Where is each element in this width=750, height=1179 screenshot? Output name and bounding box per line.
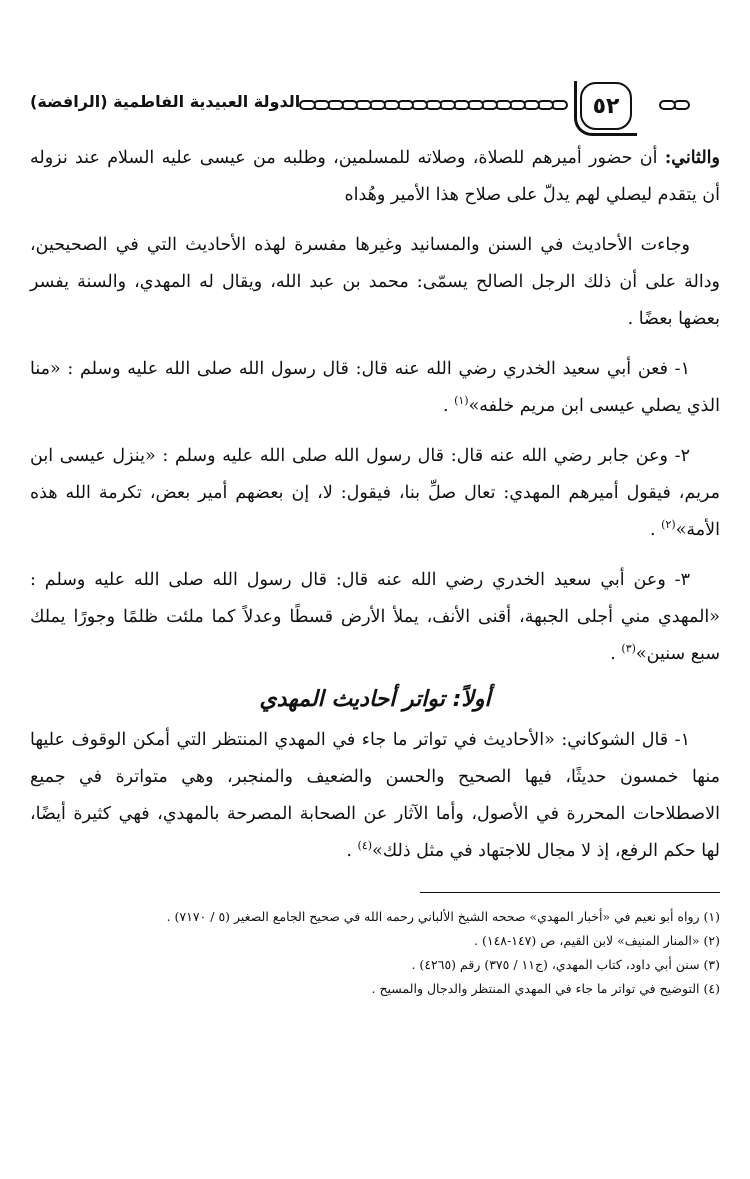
footnote-ref-4[interactable]: (٤) xyxy=(357,839,373,853)
hadith-tail: . xyxy=(442,396,455,416)
chain-ornament-left xyxy=(302,100,568,110)
hadith-2 xyxy=(30,438,720,549)
hadith-text: ٣- وعن أبي سعيد الخدري رضي الله عنه قال: قال رسول الله صلى الله عليه وسلم : «المهدي مني أجلى الجبهة، أقنى الأنف، يملأ الأرض قسطًا وعدلاً كما ملئت ظلمًا وجورًا يملك سبع سنين» xyxy=(30,570,720,664)
shawkani-quote xyxy=(30,722,720,870)
paragraph-text: وجاءت الأحاديث في السنن والمسانيد وغيرها مفسرة لهذه الأحاديث التي في الصحيحين، ودالة على أن ذلك الرجل الصالح يسمّى: محمد بن عبد الله، ويقال له المهدي، والسنة يفسر بعضها بعضًا . xyxy=(30,235,720,329)
paragraph-second-reason xyxy=(30,140,720,214)
hadith-1 xyxy=(30,351,720,425)
hadith-text: ٢- وعن جابر رضي الله عنه قال: قال رسول الله صلى الله عليه وسلم : «ينزل عيسى ابن مريم، فيقول أميرهم المهدي: تعال صلِّ بنا، فيقول: لا، إن بعضهم أمير بعض، تكرمة الله هذه الأمة» xyxy=(30,446,720,540)
hadith-tail: . xyxy=(610,644,622,664)
footnote-4: (٤) التوضيح في تواتر ما جاء في المهدي المنتظر والدجال والمسيح . xyxy=(371,981,720,996)
section-heading: أولاً: تواتر أحاديث المهدي xyxy=(259,687,491,712)
footnote-3: (٣) سنن أبي داود، كتاب المهدي، (ج١١ / ٣٧٥) رقم (٤٢٦٥) . xyxy=(411,957,720,972)
paragraph-hadith-intro xyxy=(30,227,720,338)
page-number: ٥٢ xyxy=(580,82,632,130)
footnote-2: (٢) «المنار المنيف» لابن القيم، ص (١٤٧-١٤٨) . xyxy=(474,933,720,948)
paragraph-text: أن حضور أميرهم للصلاة، وصلاته للمسلمين، وطلبه من عيسى عليه السلام عند نزوله أن يتقدم ليصلي لهم يدلّ على صلاح هذا الأمير وهُداه xyxy=(30,148,720,205)
hadith-tail: . xyxy=(650,520,662,540)
footnote-ref-3[interactable]: (٣) xyxy=(621,642,636,656)
book-page xyxy=(30,78,720,1001)
hadith-3 xyxy=(30,562,720,673)
footnote-1: (١) رواه أبو نعيم في «أخبار المهدي» صححه الشيخ الألباني رحمه الله في صحيح الجامع الصغير (٥ / ٧١٧٠) . xyxy=(166,909,720,924)
footnote-ref-1[interactable]: (١) xyxy=(454,394,469,408)
hadith-text: ١- فعن أبي سعيد الخدري رضي الله عنه قال: قال رسول الله صلى الله عليه وسلم : «منا الذي يصلي عيسى ابن مريم خلفه» xyxy=(30,359,720,416)
paragraph-lead: والثاني: xyxy=(664,148,720,168)
page-header xyxy=(30,78,720,140)
footnote-ref-2[interactable]: (٢) xyxy=(661,518,676,532)
chain-ornament-right xyxy=(662,100,690,110)
quote-tail: . xyxy=(346,841,358,861)
quote-text: ١- قال الشوكاني: «الأحاديث في تواتر ما جاء في المهدي المنتظر التي أمكن الوقوف عليها منها خمسون حديثًا، فيها الصحيح والحسن والضعيف والمنجبر، وهي متواترة في جميع الاصطلاحات المحررة في الأصول، وأما الآثار عن الصحابة المصرحة بالمهدي، فهي كثيرة أيضًا، لها حكم الرفع، إذ لا مجال للاجتهاد في مثل ذلك» xyxy=(30,730,720,861)
footnote-divider xyxy=(420,892,720,893)
running-title: الدولة العبيدية الفاطمية (الرافضة) xyxy=(30,92,301,111)
